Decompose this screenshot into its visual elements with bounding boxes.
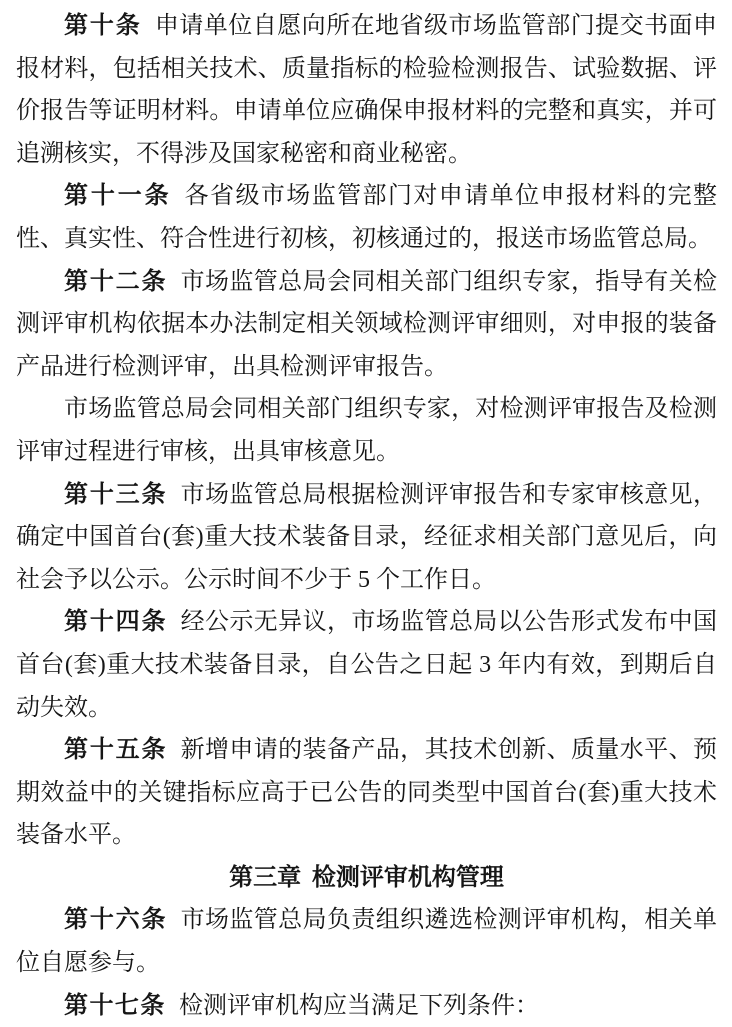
article-paragraph	[16, 601, 717, 729]
article-number-label: 第十四条	[64, 609, 168, 636]
article-text: 检测评审机构应当满足下列条件：	[178, 992, 539, 1019]
article-paragraph	[16, 261, 717, 389]
paragraph-text: 市场监管总局会同相关部门组织专家，对检测评审报告及检测评审过程进行审核，出具审核意见。	[16, 396, 717, 465]
article-paragraph	[16, 474, 717, 602]
article-text: 经公示无异议，市场监管总局以公告形式发布中国首台(套)重大技术装备目录，自公告之日起 3 年内有效，到期后自动失效。	[16, 609, 718, 721]
article-text: 新增申请的装备产品，其技术创新、质量水平、预期效益中的关键指标应高于已公告的同类型中国首台(套)重大技术装备水平。	[16, 737, 718, 849]
chapter-title-text: 检测评审机构管理	[311, 864, 504, 891]
article-paragraph	[16, 729, 717, 857]
article-paragraph	[16, 175, 717, 260]
article-number-label: 第十七条	[64, 992, 166, 1019]
article-paragraph	[16, 985, 717, 1027]
article-text: 申请单位自愿向所在地省级市场监管部门提交书面申报材料，包括相关技术、质量指标的检验检测报告、试验数据、评价报告等证明材料。申请单位应确保申报材料的完整和真实，并可追溯核实，不得涉及国家秘密和商业秘密。	[16, 13, 717, 167]
article-paragraph	[16, 899, 717, 984]
article-number-label: 第十六条	[64, 907, 168, 934]
article-text: 市场监管总局会同相关部门组织专家，指导有关检测评审机构依据本办法制定相关领域检测评审细则，对申报的装备产品进行检测评审，出具检测评审报告。	[16, 268, 718, 380]
article-number-label: 第十三条	[64, 481, 168, 508]
article-text: 市场监管总局根据检测评审报告和专家审核意见，确定中国首台(套)重大技术装备目录，经征求相关部门意见后，向社会予以公示。公示时间不少于 5 个工作日。	[16, 481, 718, 593]
article-number-label: 第十五条	[64, 737, 168, 764]
article-number-label: 第十条	[64, 13, 142, 39]
article-text: 市场监管总局负责组织遴选检测评审机构，相关单位自愿参与。	[16, 907, 718, 977]
body-paragraph	[16, 388, 717, 473]
article-text: 各省级市场监管部门对申请单位申报材料的完整性、真实性、符合性进行初核，初核通过的，报送市场监管总局。	[16, 183, 717, 252]
chapter-number-label: 第三章	[229, 864, 302, 891]
article-number-label: 第十一条	[64, 183, 172, 210]
article-paragraph	[16, 5, 717, 175]
chapter-heading	[16, 857, 717, 900]
article-number-label: 第十二条	[64, 268, 168, 295]
